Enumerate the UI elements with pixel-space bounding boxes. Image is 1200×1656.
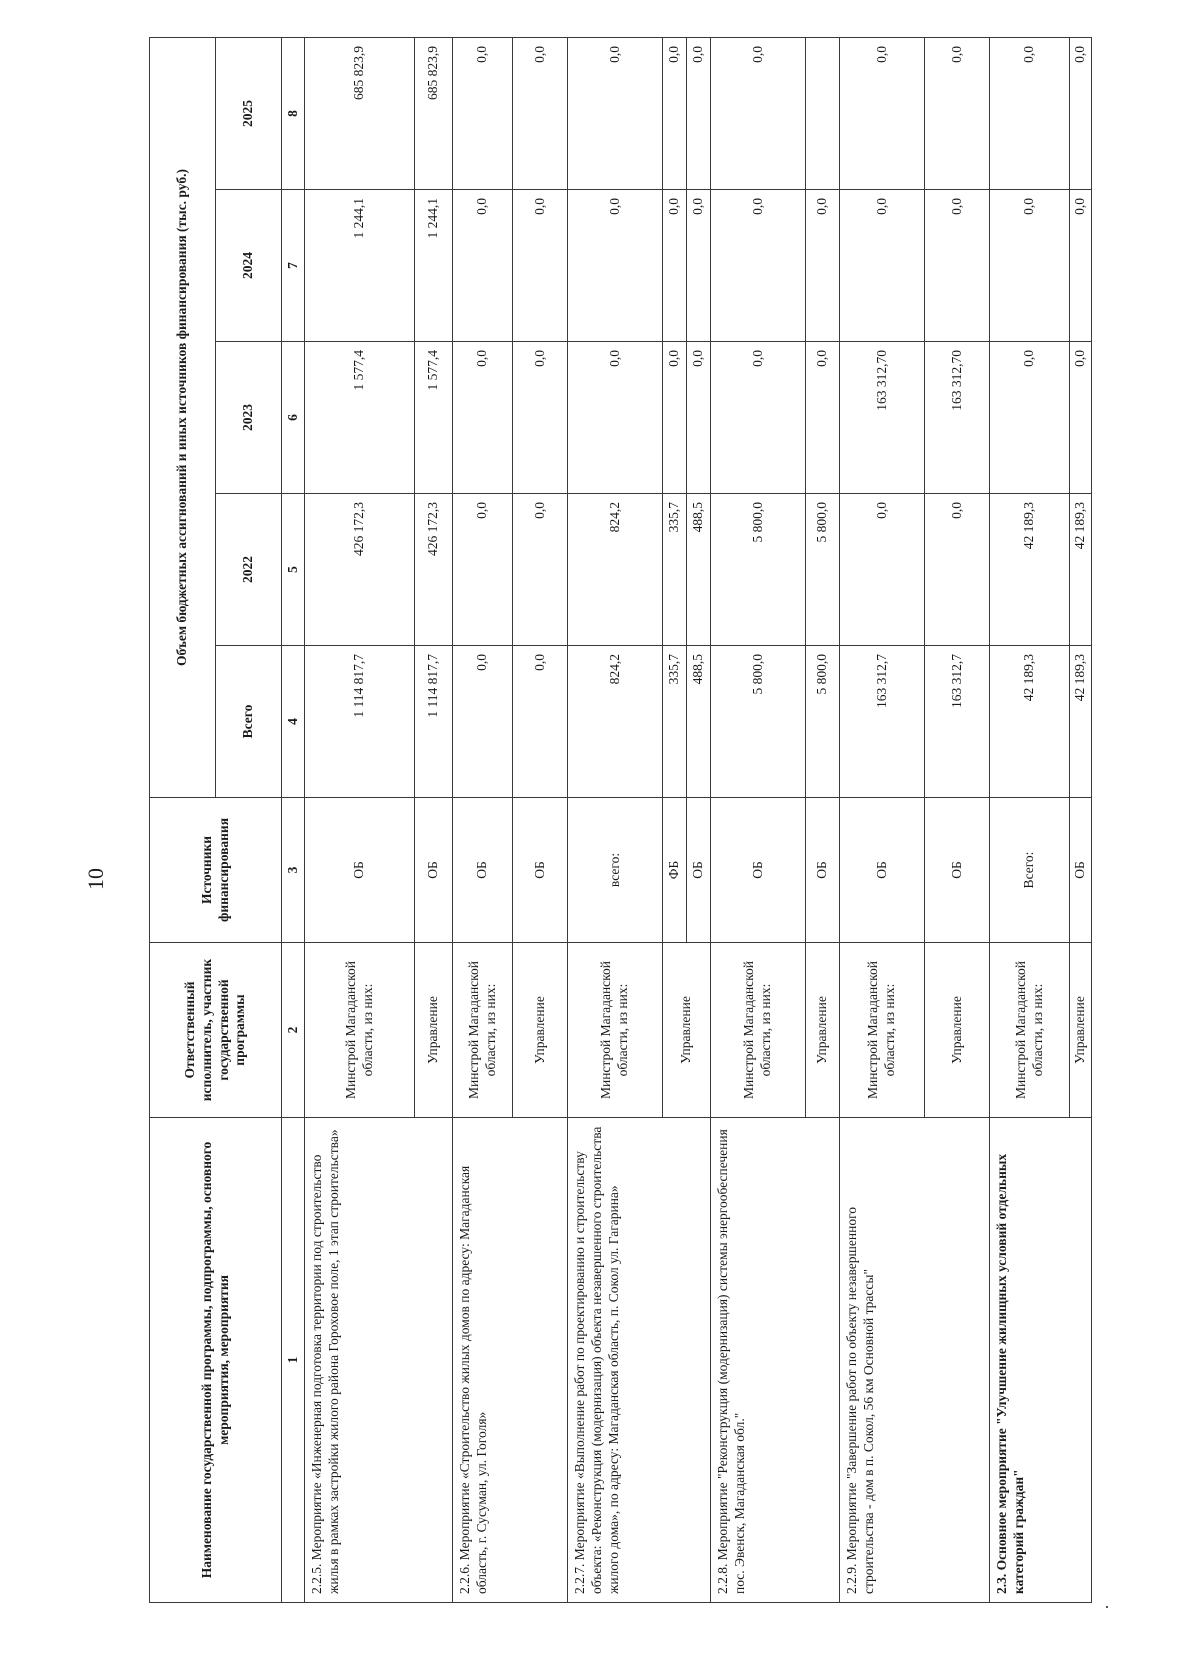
financing-table <box>149 36 1092 1602</box>
value-2023: 0,0 <box>805 341 839 493</box>
table-row <box>989 37 1069 1602</box>
header-responsible: Ответственный исполнитель, участник государственной программы <box>149 942 281 1117</box>
value-2025: 0,0 <box>567 37 662 189</box>
source-cell: ОБ <box>512 797 567 942</box>
responsible-cell: Минстрой Магаданской области, из них: <box>989 942 1069 1117</box>
value-2025: 0,0 <box>512 37 567 189</box>
value-2025: 0,0 <box>1069 37 1091 189</box>
value-2023: 0,0 <box>512 341 567 493</box>
value-2022: 0,0 <box>512 493 567 645</box>
header-2024: 2024 <box>215 189 281 341</box>
table-row <box>567 37 662 1602</box>
rotated-page <box>149 38 1092 1603</box>
responsible-cell: Минстрой Магаданской области, из них: <box>839 942 924 1117</box>
value-2022: 0,0 <box>839 493 924 645</box>
value-2024: 0,0 <box>839 189 924 341</box>
responsible-cell: Управление <box>924 942 989 1117</box>
value-2023: 1 577,4 <box>304 341 414 493</box>
value-2024: 0,0 <box>662 189 686 341</box>
activity-name: 2.2.8. Мероприятие "Реконструкция (модернизация) системы энергообеспечения пос. Эвенск, Магаданская обл." <box>710 1117 839 1602</box>
value-2024: 0,0 <box>989 189 1069 341</box>
value-2023: 0,0 <box>686 341 710 493</box>
value-2022: 824,2 <box>567 493 662 645</box>
responsible-cell: Минстрой Магаданской области, из них: <box>567 942 662 1117</box>
value-2022: 426 172,3 <box>304 493 414 645</box>
value-2025: 685 823,9 <box>414 37 452 189</box>
header-volume: Объем бюджетных ассигнований и иных источников финансирования (тыс. руб.) <box>149 37 215 797</box>
value-2024: 0,0 <box>452 189 512 341</box>
source-cell: ОБ <box>805 797 839 942</box>
value-2025: 685 823,9 <box>304 37 414 189</box>
col-index: 8 <box>281 37 304 189</box>
table-row <box>710 37 805 1602</box>
value-2023: 163 312,70 <box>924 341 989 493</box>
table-row <box>839 37 924 1602</box>
activity-name: 2.2.5. Мероприятие «Инженерная подготовка территории под строительство жилья в рамках застройки жилого района Гороховое поле, 1 этап строительства» <box>304 1117 452 1602</box>
value-2023: 0,0 <box>710 341 805 493</box>
activity-name: 2.2.9. Мероприятие "Завершение работ по объекту незавершенного строительства - дом в п. Сокол, 56 км Основной трассы" <box>839 1117 989 1602</box>
value-2025: 0,0 <box>452 37 512 189</box>
value-total: 0,0 <box>452 645 512 797</box>
col-index: 2 <box>281 942 304 1117</box>
value-2025: 0,0 <box>839 37 924 189</box>
responsible-cell: Минстрой Магаданской области, из них: <box>452 942 512 1117</box>
value-2025: 0,0 <box>989 37 1069 189</box>
col-index: 7 <box>281 189 304 341</box>
value-2024: 0,0 <box>710 189 805 341</box>
value-2022: 488,5 <box>686 493 710 645</box>
value-2023: 0,0 <box>567 341 662 493</box>
source-cell: ОБ <box>1069 797 1091 942</box>
value-2022: 5 800,0 <box>805 493 839 645</box>
value-2023: 1 577,4 <box>414 341 452 493</box>
responsible-cell: Управление <box>1069 942 1091 1117</box>
source-cell: ОБ <box>452 797 512 942</box>
value-total: 335,7 <box>662 645 686 797</box>
activity-name: 2.3. Основное мероприятие "Улучшение жилищных условий отдельных категорий граждан" <box>989 1117 1091 1602</box>
scan-speck <box>1106 1606 1108 1608</box>
value-2025: 0,0 <box>710 37 805 189</box>
value-2024: 0,0 <box>567 189 662 341</box>
col-index: 3 <box>281 797 304 942</box>
source-cell: ОБ <box>710 797 805 942</box>
activity-name: 2.2.7. Мероприятие «Выполнение работ по проектированию и строительству объекта: «Реконструкция (модернизация) объекта незавершенного строительства жилого дома», по адресу: Магаданская область, п. Сокол ул. Гагарина» <box>567 1117 710 1602</box>
value-2025: 0,0 <box>662 37 686 189</box>
value-total: 163 312,7 <box>839 645 924 797</box>
value-2024: 0,0 <box>924 189 989 341</box>
page-number: 10 <box>83 868 108 890</box>
table-row <box>452 37 512 1602</box>
value-total: 488,5 <box>686 645 710 797</box>
responsible-cell: Управление <box>805 942 839 1117</box>
value-2022: 5 800,0 <box>710 493 805 645</box>
header-2023: 2023 <box>215 341 281 493</box>
col-index: 4 <box>281 645 304 797</box>
value-total: 824,2 <box>567 645 662 797</box>
value-2023: 0,0 <box>989 341 1069 493</box>
value-2022: 0,0 <box>452 493 512 645</box>
value-2025: 0,0 <box>924 37 989 189</box>
table-row <box>304 37 414 1602</box>
responsible-cell: Минстрой Магаданской области, из них: <box>304 942 414 1117</box>
value-total: 42 189,3 <box>1069 645 1091 797</box>
value-2023: 0,0 <box>452 341 512 493</box>
value-total: 163 312,7 <box>924 645 989 797</box>
value-total: 42 189,3 <box>989 645 1069 797</box>
value-2024: 1 244,1 <box>414 189 452 341</box>
value-2022: 335,7 <box>662 493 686 645</box>
source-cell: ФБ <box>662 797 686 942</box>
header-name: Наименование государственной программы, подпрограммы, основного мероприятия, мероприятия <box>149 1117 281 1602</box>
source-cell: всего: <box>567 797 662 942</box>
responsible-cell: Управление <box>662 942 710 1117</box>
responsible-cell: Управление <box>414 942 452 1117</box>
source-cell: Всего: <box>989 797 1069 942</box>
header-2025: 2025 <box>215 37 281 189</box>
value-total: 5 800,0 <box>710 645 805 797</box>
value-2023: 0,0 <box>1069 341 1091 493</box>
value-2025: 0,0 <box>686 37 710 189</box>
source-cell: ОБ <box>414 797 452 942</box>
value-2023: 163 312,70 <box>839 341 924 493</box>
value-2025 <box>805 37 839 189</box>
value-2022: 0,0 <box>924 493 989 645</box>
value-2022: 42 189,3 <box>1069 493 1091 645</box>
source-cell: ОБ <box>304 797 414 942</box>
source-cell: ОБ <box>924 797 989 942</box>
value-2024: 1 244,1 <box>304 189 414 341</box>
col-index: 1 <box>281 1117 304 1602</box>
value-2024: 0,0 <box>686 189 710 341</box>
value-2024: 0,0 <box>512 189 567 341</box>
source-cell: ОБ <box>686 797 710 942</box>
value-2023: 0,0 <box>662 341 686 493</box>
source-cell: ОБ <box>839 797 924 942</box>
value-total: 1 114 817,7 <box>414 645 452 797</box>
column-index-row <box>281 37 304 1602</box>
value-2024: 0,0 <box>805 189 839 341</box>
header-sources: Источники финансирования <box>149 797 281 942</box>
responsible-cell: Минстрой Магаданской области, из них: <box>710 942 805 1117</box>
header-2022: 2022 <box>215 493 281 645</box>
value-total: 5 800,0 <box>805 645 839 797</box>
col-index: 6 <box>281 341 304 493</box>
value-2022: 426 172,3 <box>414 493 452 645</box>
responsible-cell: Управление <box>512 942 567 1117</box>
col-index: 5 <box>281 493 304 645</box>
activity-name: 2.2.6. Мероприятие «Строительство жилых домов по адресу: Магаданская область, г. Сусуман, ул. Гоголя» <box>452 1117 567 1602</box>
header-total: Всего <box>215 645 281 797</box>
value-2022: 42 189,3 <box>989 493 1069 645</box>
value-2024: 0,0 <box>1069 189 1091 341</box>
value-total: 0,0 <box>512 645 567 797</box>
value-total: 1 114 817,7 <box>304 645 414 797</box>
